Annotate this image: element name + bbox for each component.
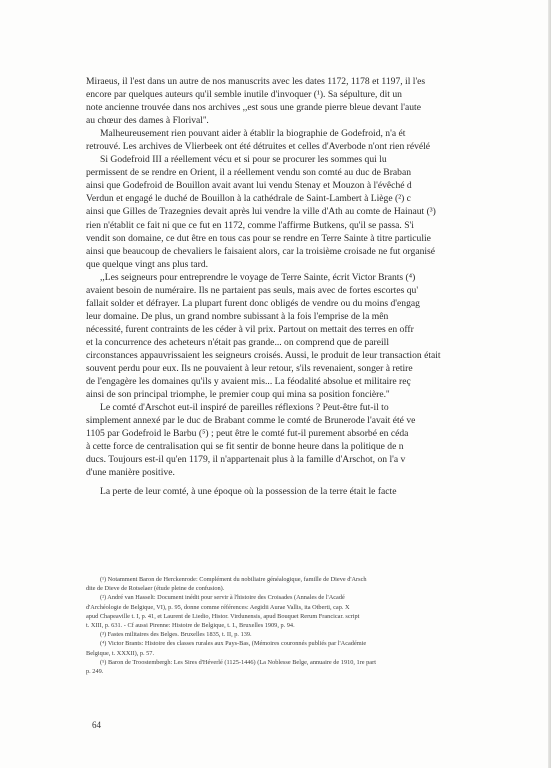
- body-line: Miraeus, il l'est dans un autre de nos manuscrits avec les dates 1172, 1178 et 1197, il l'es: [86, 76, 426, 87]
- footnote-line: Belgique, t. XXXII), p. 57.: [86, 649, 155, 657]
- body-line: La perte de leur comté, à une époque où la possession de la terre était le facte: [100, 486, 397, 498]
- footnote-line: (³) Fastes militaires des Belges. Bruxelles 1835, t. II, p. 139.: [100, 631, 252, 639]
- footnote-line: d'Archéologie de Belgique, VI), p. 95, donne comme références: Aegidii Aurae Vallis, ita Otberti, cap. X: [86, 603, 350, 611]
- footnote-line: apud Chapeaville t. I, p. 41, et Laurent de Liedio, Histor. Virdunensis, apud Bouquet Rerum Francicar. script: [86, 612, 360, 620]
- body-line: Si Godefroid III a réellement vécu et si pour se procurer les sommes qui lu: [100, 154, 387, 166]
- body-line: rien n'établit ce fait ni que ce fut en 1172, comme l'affirme Butkens, qu'il se passa. S'i: [86, 219, 414, 231]
- body-line: Malheureusement rien pouvant aider à établir la biographie de Godefroid, n'a ét: [100, 128, 406, 140]
- footnote-line: (¹) Notamment Baron de Herckenrode: Complément du nobiliaire généalogique, famille de Dieve d'Arsch: [100, 576, 367, 583]
- body-line: encore par quelques auteurs qu'il semble inutile d'invoquer (¹). Sa sépulture, dit un: [86, 89, 402, 101]
- footnote-line: (⁵) Baron de Troostembergh: Les Sires d'Héverlé (1125-1446) (La Noblesse Belge, annuaire de 1910, 1re part: [100, 658, 376, 666]
- body-line: ducs. Toujours est-il qu'en 1179, il n'appartenait plus à la famille d'Arschot, on l'a v: [86, 454, 406, 466]
- body-line: que quelque vingt ans plus tard.: [86, 258, 209, 270]
- body-line: permissent de se rendre en Orient, il a réellement vendu son comté au duc de Braban: [86, 167, 412, 179]
- body-line: nécessité, furent contraints de les céder à vil prix. Partout on mettait des terres en offr: [86, 323, 414, 335]
- body-line: Verdun et engagé le duché de Bouillon à la cathédrale de Saint-Lambert à Liège (²) c: [86, 193, 411, 205]
- body-line: note ancienne trouvée dans nos archives ,,est sous une grande pierre bleue devant l'aute: [86, 102, 421, 114]
- footnote-line: dite de Dieve de Rotselaer (étude pleine de confusion).: [86, 585, 225, 593]
- body-line: Le comté d'Arschot eut-il inspiré de pareilles réflexions ? Peut-être fut-il to: [100, 402, 389, 414]
- body-line: souvent perdu pour eux. Ils ne pouvaient à leur retour, s'ils revenaient, songer à retire: [86, 363, 413, 375]
- body-line: leur domaine. De plus, un grand nombre subissant à la fois l'emprise de la mên: [86, 310, 389, 322]
- body-line: de l'engagère les domaines qu'ils y avaient mis... La féodalité absolue et militaire reç: [86, 376, 411, 388]
- footnote-line: t. XIII, p. 631. - Cf aussi Pirenne: Histoire de Belgique, t. I., Bruxelles 1909, p. 94.: [86, 621, 295, 629]
- body-line: à cette force de centralisation qui se fit sentir de bonne heure dans la politique de n: [86, 441, 404, 453]
- body-line: ainsi que beaucoup de chevaliers le faisaient alors, car la troisième croisade ne fut organisé: [86, 245, 436, 257]
- body-line: ,,Les seigneurs pour entreprendre le voyage de Terre Sainte, écrit Victor Brants (⁴): [100, 271, 416, 283]
- body-line: fallait solder et défrayer. La plupart furent donc obligés de vendre ou du moins d'engag: [86, 297, 420, 309]
- page-number: 64: [92, 720, 101, 730]
- footnote-line: p. 249.: [86, 667, 104, 675]
- footnotes: [86, 575, 551, 676]
- footnote-line: (⁴) Victor Brants: Histoire des classes rurales aux Pays-Bas, (Mémoires couronnés publiés par l'Académie: [100, 640, 367, 648]
- body-line: au chœur des dames à Florival''.: [86, 115, 209, 127]
- body-line: simplement annexé par le duc de Brabant comme le comté de Brunerode l'avait été ve: [86, 415, 416, 427]
- body-line: d'une manière positive.: [86, 467, 175, 479]
- body-line: circonstances appauvrissaient les seigneurs croisés. Aussi, le produit de leur transaction était: [86, 349, 441, 361]
- body-line: et la concurrence des acheteurs n'était pas grande... on comprend que de pareill: [86, 336, 389, 348]
- body-line: vendit son domaine, ce dut être en tous cas pour se rendre en Terre Sainte à titre particulie: [86, 232, 431, 244]
- body-line: avaient besoin de numéraire. Ils ne partaient pas seuls, mais avec de fortes escortes qu': [86, 284, 419, 296]
- footnote-line: (²) André van Hasselt: Document inédit pour servir à l'histoire des Croisades (Annales de l'Acadé: [100, 594, 345, 602]
- body-line: retrouvé. Les archives de Vlierbeek ont été détruites et celles d'Averbode n'ont rien révélé: [86, 141, 431, 153]
- body-line: ainsi de son principal triomphe, le premier coup qui mina sa position foncière.'': [86, 389, 390, 401]
- body-line: ainsi que Godefroid de Bouillon avait avant lui vendu Stenay et Mouzon à l'évêché d: [86, 180, 412, 192]
- body-line: ainsi que Gilles de Trazegnies devait après lui vendre la ville d'Ath au comte de Hainaut (³): [86, 206, 436, 218]
- body-text: [86, 75, 551, 499]
- body-line: 1105 par Godefroid le Barbu (⁵) ; peut être le comté fut-il purement absorbé en céda: [86, 428, 409, 440]
